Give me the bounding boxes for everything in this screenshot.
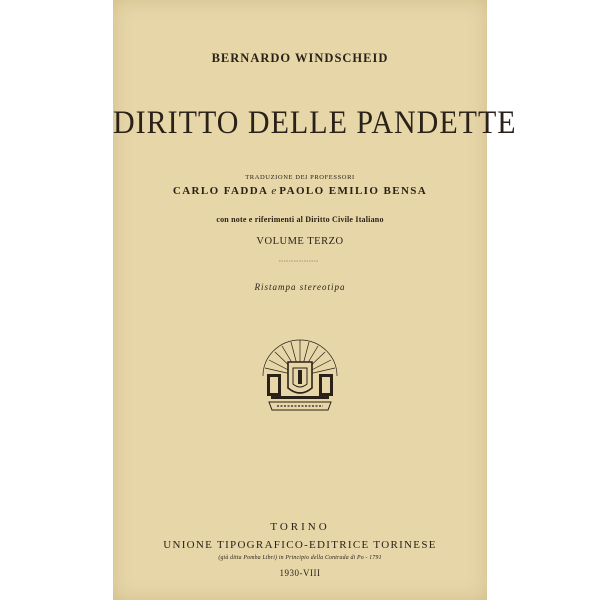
divider-ornament (279, 260, 319, 262)
translators-label: TRADUZIONE DEI PROFESSORI (245, 174, 355, 181)
reprint-note: Ristampa stereotipa (254, 282, 346, 292)
book-title: DIRITTO DELLE PANDETTE (113, 104, 517, 141)
publisher-emblem-icon (255, 336, 345, 416)
translator-bensa: PAOLO EMILIO BENSA (279, 185, 428, 197)
title-page (113, 0, 517, 600)
translators-conjunction: e (271, 185, 277, 197)
imprint-publisher: UNIONE TIPOGRAFICO-EDITRICE TORINESE (163, 539, 437, 551)
imprint-year: 1930-VIII (279, 568, 321, 578)
imprint-city: TORINO (270, 521, 330, 533)
volume-label: VOLUME TERZO (256, 236, 344, 247)
author-name: BERNARDO WINDSCHEID (211, 51, 389, 65)
imprint-address: (già ditta Pomba Libri) in Principio della Contrada di Po - 1791 (218, 555, 382, 561)
translator-fadda: CARLO FADDA (172, 185, 269, 197)
translators (113, 185, 487, 197)
notes-line: con note e riferimenti al Diritto Civile Italiano (216, 215, 384, 224)
